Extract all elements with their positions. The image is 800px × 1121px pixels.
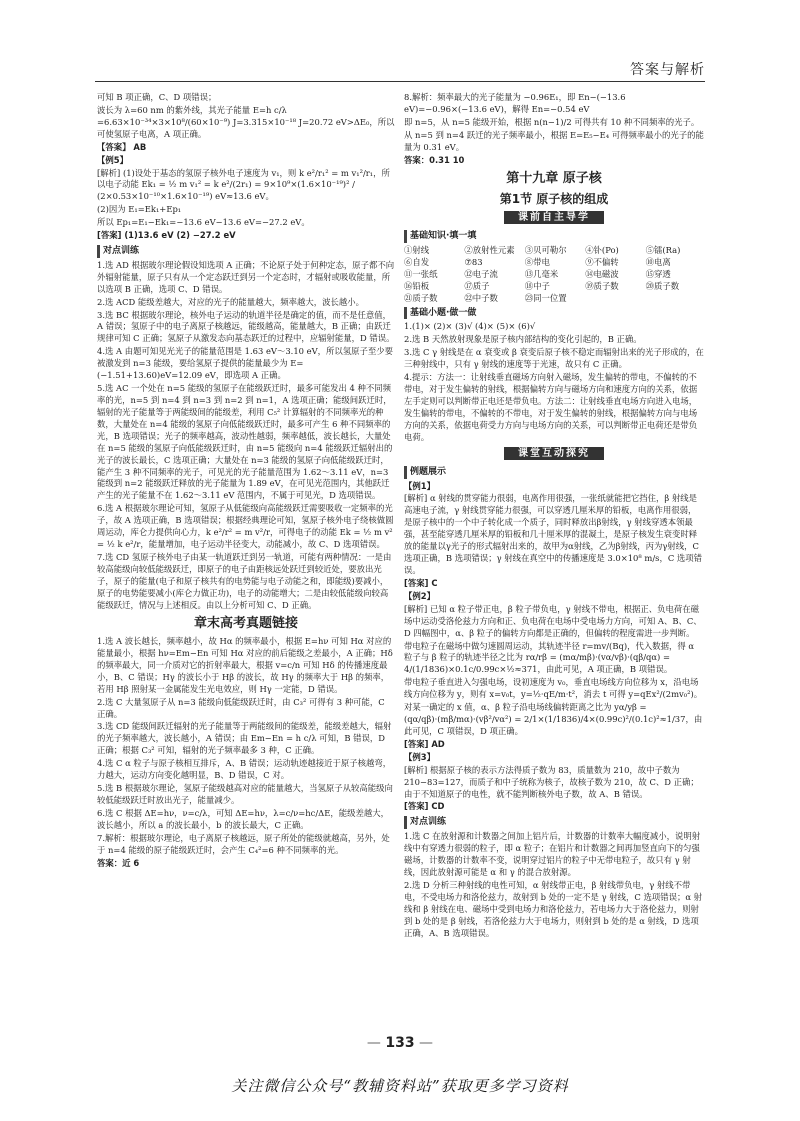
section-label: 对点训练 <box>97 245 142 258</box>
right-column <box>404 92 704 940</box>
fill-item: ⑮穿透 <box>645 268 671 279</box>
text: [解析] α 射线的贯穿能力很弱，电离作用很强，一张纸就能把它挡住，β 射线是高速电子流，γ 射线贯穿能力很强，可以穿透几厘米厚的铅板，电离作用很弱，是原子核中的一个中子转化成一个质子，同时释放出β射线，γ 射线穿透本领最强，甚至能穿透几厘米厚的铅板和几十厘米厚的混凝土，是原子核发生衰变时释放的能量以γ光子的形式辐射出来的，故甲为α射线，乙为β射线，丙为γ射线，C 选项正确，B 选项错误；γ 射线在真空中的传播速度是 3.0×10⁸ m/s，C 选项错误。 <box>404 493 703 575</box>
text: (2)因为 E₁=Ek₁+Ep₁ <box>97 204 182 215</box>
fill-item: ⑭电磁波 <box>585 268 619 279</box>
list-item: 1.(1)× (2)× (3)√ (4)× (5)× (6)√ <box>404 321 536 332</box>
banner <box>404 447 704 461</box>
answer: [答案] (1)13.6 eV (2) −27.2 eV <box>97 230 236 241</box>
subsection-label: 基础知识·填一填 <box>404 230 479 243</box>
section-title: 第1节 原子核的组成 <box>499 191 609 206</box>
fill-item: ⑳质子数 <box>645 280 680 291</box>
example-label: 【例2】 <box>404 590 435 601</box>
fill-item: ⑩电离 <box>645 256 671 267</box>
text: 对某一确定的 x 值，α、β 粒子沿电场线偏转距离之比为 yα/yβ = (qα/qβ)·(mβ/mα)·(vβ²/vα²) = 2/1×(1/1836)/4×(0.99c)²/(0.1c)²≈1/37，由此可见，C 项错误，D 项正确。 <box>404 702 703 736</box>
fill-item: ⑤镭(Ra) <box>645 244 681 255</box>
fill-item: ⑰质子 <box>464 280 490 291</box>
list-item: 4.选 C α 粒子与原子核相互排斥，A、B 错误；运动轨迹越接近于原子核越弯，力越大，运动方向变化越明显，B、D 错误，C 对。 <box>97 758 392 781</box>
fill-item: ⑫电子流 <box>464 268 498 279</box>
text: [解析] 已知 α 粒子带正电，β 粒子带负电，γ 射线不带电，根据正、负电荷在磁场中运动受洛伦兹力方向和正、负电荷在电场中受电场力方向，可知 A、B、C、D 四幅图中，α、β 粒子的偏转方向都是正确的，但偏转的程度需进一步判断。 <box>404 603 702 638</box>
fill-item: ⑲质子数 <box>585 280 619 291</box>
list-item: 7.解析：根据玻尔理论，电子离原子核越远，原子所处的能级就越高，另外，处于 n=4 能级的原子能级跃迁时，会产生 C₄²=6 种不同频率的光。 <box>97 832 390 855</box>
list-item: 4.提示：方法一：让射线垂直磁场方向射入磁场，发生偏转的带电，不偏转的不带电，对于发生偏转的射线，根据偏转方向与磁场方向和速度方向的关系，依据左手定则可以判断带正电还是带负电。方法二：让射线垂直电场方向进入电场，发生偏转的带电，不偏转的不带电，对于发生偏转的射线，根据偏转方向与电场方向的关系，依据电荷受力方向与电场方向的关系，可以判断带正电荷还是带负电荷。 <box>404 372 698 442</box>
fill-item: ㉑质子数 <box>404 292 438 303</box>
list-item: 6.选 C 根据 ΔE=hν，ν=c/λ，可知 ΔE=hν，λ=c/ν=hc/ΔE，能级差越大，波长越小，所以 a 的波长最小，b 的波长最大，C 正确。 <box>97 807 389 830</box>
answer: 答案：0.31 10 <box>404 154 465 165</box>
fill-item: ⑯铅板 <box>404 280 430 291</box>
fill-item: ⑥自发 <box>404 256 430 267</box>
list-item: 1.选 A 波长越长，频率越小，故 Hα 的频率最小，根据 E=hν 可知 Hα 对应的能量最小，根据 hν=Em−En 可知 Hα 对应的前后能级之差最小，A 正确；Hδ 的频率最大，同一介质对它的折射率最大，根据 v=c/n 可知 Hδ 的传播速度最小，B、C 错误；Hγ 的波长小于 Hβ 的波长，故 Hγ 的频率大于 Hβ 的频率，若用 Hβ 照射某一金属能发生光电效应，则 Hγ 一定能，D 错误。 <box>97 636 393 694</box>
fill-item: ㉒中子数 <box>464 292 498 303</box>
text: 波长为 λ=60 nm 的紫外线，其光子能量 E=h c/λ =6.63×10⁻³⁴×3×10⁸/(60×10⁻⁹) J=3.315×10⁻¹⁸ J=20.72 eV>ΔE₀，所以可使氢原子电离，A 项正确。 <box>97 104 395 139</box>
header-title: 答案与解析 <box>630 62 705 78</box>
page-header <box>95 55 705 82</box>
example-label: 【例3】 <box>404 751 435 762</box>
text: [解析] (1)设处于基态的氢原子核外电子速度为 v₁，则 k e²/r₁² = m v₁²/r₁，所以电子动能 Ek₁ = ½ m v₁² = k e²/(2r₁) = 9×10⁹×(1.6×10⁻¹⁹)² / (2×0.53×10⁻¹⁰×1.6×10⁻¹⁹) eV≈13.6 eV。 <box>97 167 390 202</box>
fill-item: ③贝可勒尔 <box>524 244 567 255</box>
text: 可知 B 项正确，C、D 项错误； <box>97 92 217 102</box>
answer: 答案：近 6 <box>97 857 140 868</box>
fill-grid <box>404 245 704 305</box>
text: 8.解析：频率最大的光子能量为 −0.96E₁，即 En−(−13.6 eV)=−0.96×(−13.6 eV)，解得 En=−0.54 eV <box>404 92 626 114</box>
example-label: 【例5】 <box>97 154 128 165</box>
footer-note: 关注微信公众号“教辅资料站”获取更多学习资料 <box>231 1077 569 1095</box>
text: 从 n=5 到 n=4 跃迁的光子频率最小，根据 E=E₅−E₄ 可得频率最小的光子的能量为 0.31 eV。 <box>404 129 704 152</box>
list-item: 7.选 CD 氢原子核外电子由某一轨道跃迁到另一轨道，可能有两种情况：一是由较高能级向较低能级跃迁，即原子的电子由距核远处跃迁到较近处，要放出光子，原子的能量(电子和原子核共有的电势能与电子动能之和，即能级)要减小，原子的电势能要减小(库仑力做正功)，电子的动能增大；二是由较低能级向较高能级跃迁，情况与上述相反。由以上分析可知 C、D 正确。 <box>97 551 392 610</box>
text: 即 n=5，从 n=5 能级开始，根据 n(n−1)/2 可得共有 10 种不同频率的光子。 <box>404 116 700 127</box>
list-item: 2.选 C 大量氢原子从 n=3 能级向低能级跃迁时，由 C₃² 可得有 3 种可能，C 正确。 <box>97 696 385 719</box>
list-item: 2.选 ACD 能级差越大，对应的光子的能量越大，频率越大，波长越小。 <box>97 296 364 307</box>
fill-item: ㉓同一位置 <box>524 292 567 303</box>
list-item: 4.选 A 由题可知见光光子的能量范围是 1.63 eV～3.10 eV，所以氢原子至少要被激发到 n=3 能级，要给氢原子提供的能量最少为 E=(−1.51+13.60)eV=12.09 eV，即选项 A 正确。 <box>97 346 394 381</box>
text: 所以 Ep₁=E₁−Ek₁=−13.6 eV−13.6 eV=−27.2 eV。 <box>97 217 310 228</box>
text: [解析] 根据原子核的表示方法得质子数为 83，质量数为 210，故中子数为 210−83=127，而质子和中子统称为核子，故核子数为 210，故 C、D 正确；由于不知道原子的电性，就不能判断核外电子数，故 A、B 错误。 <box>404 764 699 799</box>
text: 带电粒子垂直进入匀强电场，设初速度为 v₀，垂直电场线方向位移为 x，沿电场线方向位移为 y，则有 x=v₀t，y=½·qE/m·t²，消去 t 可得 y=qEx²/(2mv₀²)。 <box>404 677 703 700</box>
fill-item: ⑨不偏转 <box>585 256 619 267</box>
list-item: 3.选 CD 能级间跃迁辐射的光子能量等于两能级间的能级差，能级差越大，辐射的光子频率越大，波长越小，A 错误；由 Em−En = h c/λ 可知，B 错误，D 正确；根据 C₃² 可知，辐射的光子频率最多 3 种，C 正确。 <box>97 721 392 756</box>
list-item: 3.选 BC 根据玻尔理论，核外电子运动的轨道半径是确定的值，而不是任意值，A 错误；氢原子中的电子离原子核越远，能级越高，能量越大，B 正确；由跃迁规律可知 C 正确；氢原子从激发态向基态跃迁的过程中，应辐射能量，D 错误。 <box>97 309 395 344</box>
answer: [答案] CD <box>404 801 445 812</box>
example-label: 【例1】 <box>404 480 435 491</box>
section-label: 对点训练 <box>404 816 449 829</box>
text: 带电粒子在磁场中做匀速圆周运动，其轨迹半径 r=mv/(Bq)，代入数据，得 α 粒子与 β 粒子的轨迹半径之比为 rα/rβ = (mα/mβ)·(vα/vβ)·(qβ/qα) = 4/(1/1836)×0.1c/0.99c×½≈371，由此可见，A 项正确，B 项错误。 <box>404 640 695 675</box>
list-item: 5.选 B 根据玻尔理论，氢原子能级越高对应的能量越大，当氢原子从较高能级向较低能级跃迁时放出光子，能量减少。 <box>97 783 393 805</box>
fill-item: ⑧带电 <box>524 256 550 267</box>
list-item: 6.选 A 根据玻尔理论可知，氢原子从低能级向高能级跃迁需要吸收一定频率的光子，故 A 选项正确，B 选项错误；根据经典理论可知，氢原子核外电子绕核做圆周运动，库仑力提供向心力，k e²/r² = m v²/r，可得电子的动能 Ek = ½ m v² = ½ k e²/r，能量增加，电子运动半径变大，动能减小，故 C、D 选项错误。 <box>97 503 394 550</box>
banner-text: 课前自主导学 <box>504 211 604 224</box>
fill-item: ④钋(Po) <box>585 244 619 255</box>
subsection-label: 基础小题·做一做 <box>404 307 479 320</box>
banner <box>404 211 704 225</box>
banner-text: 课堂互动探究 <box>504 447 604 460</box>
list-item: 2.选 D 分析三种射线的电性可知，α 射线带正电，β 射线带负电，γ 射线不带电，不受电场力和洛伦兹力，故射到 b 处的一定不是 γ 射线，C 选项错误；α 射线和 β 射线在电、磁场中受到电场力和洛伦兹力，若电场力大于洛伦兹力，则射到 b 处的是 β 射线，若洛伦兹力大于电场力，则射到 b 处的是 α 射线，D 选项正确，A、B 选项错误。 <box>404 879 703 938</box>
fill-item: ⑱中子 <box>524 280 550 291</box>
page-number: — 133 — <box>366 1035 434 1051</box>
list-item: 1.选 C 在放射源和计数器之间加上铝片后，计数器的计数率大幅度减小，说明射线中有穿透力很弱的粒子，即 α 粒子；在铝片和计数器之间再加竖直向下的匀强磁场，计数器的计数率不变，说明穿过铝片的粒子中无带电粒子，故只有 γ 射线，因此放射源可能是 α 和 γ 的混合放射源。 <box>404 831 701 877</box>
subsection-label: 例题展示 <box>404 466 449 479</box>
answer: 【答案】 AB <box>97 141 147 152</box>
answer: [答案] C <box>404 577 438 588</box>
chapter-end-title: 章末高考真题链接 <box>193 615 298 631</box>
fill-item: ⑦83 <box>464 256 483 267</box>
fill-item: ⑪一张纸 <box>404 268 438 279</box>
chapter-title: 第十九章 原子核 <box>506 170 602 186</box>
answer: [答案] AD <box>404 738 445 749</box>
list-item: 5.选 AC 一个处在 n=5 能级的氢原子在能级跃迁时，最多可能发出 4 种不同频率的光，n=5 到 n=4 到 n=3 到 n=2 到 n=1，A 选项正确；能级间跃迁时，辐射的光子能量等于两能级间的能级差，利用 C₅² 计算辐射的不同频率光的种数，大量处在 n=4 能级的氢原子向低能级跃迁时，最多可产生 6 种不同频率的光，B 选项错误；光子的频率越高，波动性越弱，频率越低，波长越长，大量处在 n=5 能级的氢原子向低能级跃迁时，由 n=5 能级向 n=4 能级跃迁辐射出的光子的波长最长，C 选项正确；大量处在 n=3 能级的氢原子向低能级跃迁时，能产生 3 种不同频率的光子，可见光的光子能量范围为 1.62～3.11 eV，n=3 能级到 n=2 能级跃迁释放的光子能量为 1.89 eV，在可见光范围内，其他跃迁产生的光子能量不在 1.62～3.11 eV 范围内，不属于可见光，D 选项错误。 <box>97 383 393 501</box>
left-column <box>97 92 395 871</box>
list-item: 3.选 C γ 射线是在 α 衰变或 β 衰变后原子核不稳定而辐射出来的光子形成的，在三种射线中，只有 γ 射线的速度等于光速，故只有 C 正确。 <box>404 347 704 370</box>
page-number-text: 133 <box>385 1035 415 1051</box>
fill-item: ⑬几毫米 <box>524 268 559 279</box>
list-item: 1.选 AD 根据玻尔理论假设知选项 A 正确；不论原子处于何种定态，原子都不向外辐射能量，原子只有从一个定态跃迁到另一个定态时，才辐射或吸收能量，所以选项 B 正确，选项 C、D 错误。 <box>97 259 395 294</box>
list-item: 2.选 B 天然放射现象是原子核内部结构的变化引起的，B 正确。 <box>404 334 642 345</box>
fill-item: ①射线 <box>404 244 430 255</box>
fill-item: ②放射性元素 <box>464 244 515 255</box>
